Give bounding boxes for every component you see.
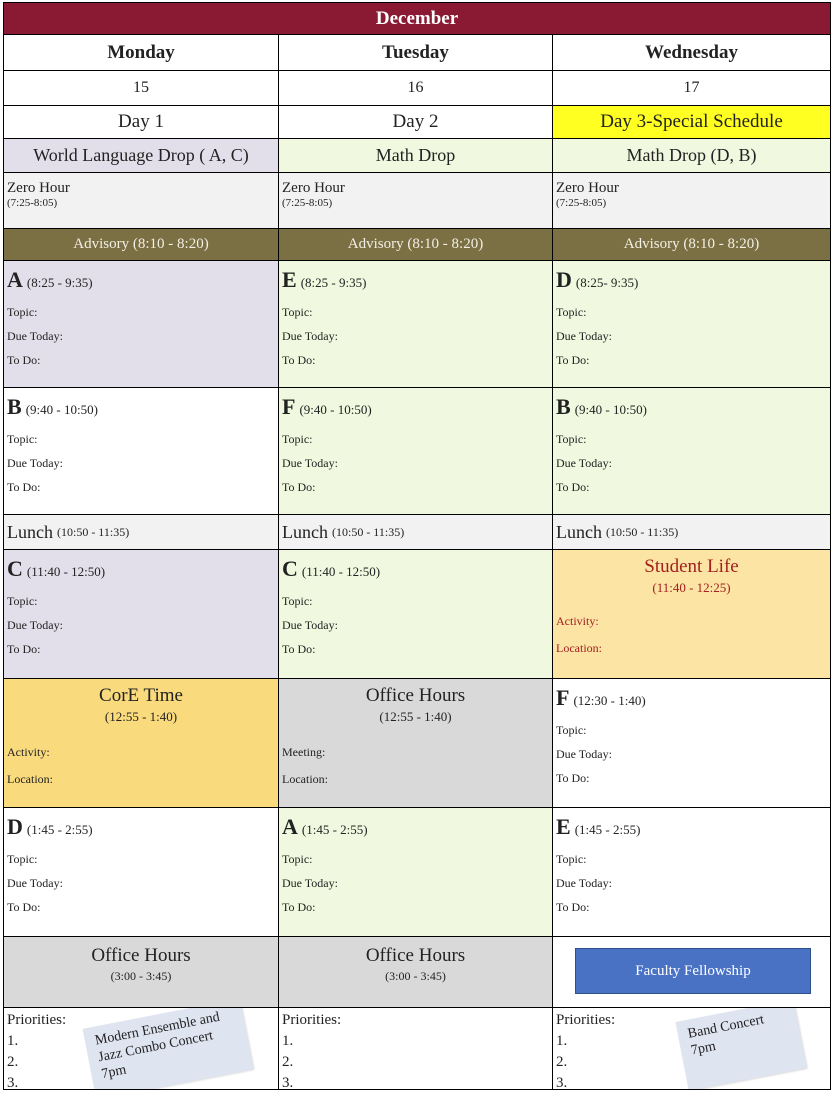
office-hours-monday	[3, 937, 278, 1007]
lunch-label: Lunch	[282, 521, 328, 542]
due-today-field: Due Today:	[556, 747, 612, 761]
topic-field: Topic:	[282, 432, 313, 446]
due-today-field: Due Today:	[7, 456, 63, 470]
todo-field: To Do:	[282, 642, 316, 656]
priority-item: 3.	[7, 1075, 19, 1089]
due-today-field: Due Today:	[556, 876, 612, 890]
topic-field: Topic:	[7, 305, 38, 319]
calendar-sheet	[3, 2, 831, 1090]
priorities-label: Priorities:	[556, 1012, 616, 1028]
priorities-tuesday	[278, 1008, 552, 1089]
todo-field: To Do:	[282, 480, 316, 494]
todo-field: To Do:	[7, 900, 41, 914]
todo-field: To Do:	[7, 642, 41, 656]
zero-hour-time: (7:25-8:05)	[282, 197, 333, 209]
period-tuesday-1	[278, 261, 552, 387]
faculty-fellowship-button[interactable]: Faculty Fellowship	[575, 948, 811, 994]
period-time: (9:40 - 10:50)	[25, 402, 98, 417]
period-time: (8:25 - 9:35)	[300, 275, 367, 290]
topic-field: Topic:	[282, 305, 313, 319]
topic-field: Topic:	[556, 305, 587, 319]
topic-field: Topic:	[556, 723, 587, 737]
period-time: (8:25- 9:35)	[575, 275, 639, 290]
topic-field: Topic:	[7, 432, 38, 446]
due-today-field: Due Today:	[282, 456, 338, 470]
period-monday-5	[3, 808, 278, 936]
priority-item: 3.	[282, 1075, 294, 1089]
todo-field: To Do:	[556, 771, 590, 785]
lunch-time: (10:50 - 11:35)	[56, 524, 130, 539]
drop-wednesday: Math Drop (D, B)	[552, 139, 831, 172]
meeting-field: Meeting:	[282, 745, 326, 759]
student-life-block	[552, 550, 831, 678]
core-time-time: (12:55 - 1:40)	[104, 709, 178, 724]
period-time: (12:30 - 1:40)	[573, 693, 646, 708]
todo-field: To Do:	[282, 900, 316, 914]
date-tuesday: 16	[278, 71, 552, 105]
priority-item: 3.	[556, 1075, 568, 1089]
due-today-field: Due Today:	[556, 329, 612, 343]
period-letter: B	[7, 394, 22, 419]
due-today-field: Due Today:	[282, 329, 338, 343]
topic-field: Topic:	[7, 594, 38, 608]
period-time: (11:40 - 12:50)	[301, 564, 381, 579]
lunch-monday	[3, 515, 278, 549]
core-time-block	[3, 679, 278, 807]
drop-monday: World Language Drop ( A, C)	[3, 139, 278, 172]
topic-field: Topic:	[7, 852, 38, 866]
period-time: (9:40 - 10:50)	[299, 402, 372, 417]
period-wednesday-1	[552, 261, 831, 387]
priority-item: 2.	[556, 1054, 568, 1070]
date-wednesday: 17	[552, 71, 831, 105]
zero-hour-time: (7:25-8:05)	[556, 197, 607, 209]
office-hours-tuesday	[278, 937, 552, 1007]
day-name-tuesday: Tuesday	[278, 35, 552, 70]
zero-hour-label: Zero Hour	[282, 180, 345, 196]
priority-item: 1.	[7, 1033, 19, 1049]
period-letter: D	[556, 267, 572, 292]
advisory-monday: Advisory (8:10 - 8:20)	[3, 229, 278, 260]
lunch-label: Lunch	[556, 521, 602, 542]
priority-item: 1.	[282, 1033, 294, 1049]
student-life-time: (11:40 - 12:25)	[652, 580, 731, 595]
todo-field: To Do:	[7, 353, 41, 367]
due-today-field: Due Today:	[282, 618, 338, 632]
office-hours-time: (3:00 - 3:45)	[385, 969, 446, 983]
period-monday-2	[3, 388, 278, 514]
priorities-label: Priorities:	[282, 1012, 342, 1028]
office-hours-title: Office Hours	[91, 945, 191, 966]
office-hours-time: (3:00 - 3:45)	[110, 969, 172, 983]
faculty-fellowship-cell	[552, 937, 831, 1007]
topic-field: Topic:	[282, 594, 313, 608]
period-letter: F	[556, 685, 570, 710]
period-letter: F	[282, 394, 296, 419]
period-wednesday-2	[552, 388, 831, 514]
period-monday-1	[3, 261, 278, 387]
zero-hour-wednesday	[552, 173, 831, 228]
day-label-monday: Day 1	[3, 106, 278, 138]
period-letter: B	[556, 394, 571, 419]
period-time: (1:45 - 2:55)	[301, 822, 368, 837]
period-letter: C	[282, 556, 298, 581]
month-header: December	[3, 3, 831, 34]
office-hours-title: Office Hours	[365, 945, 466, 966]
advisory-wednesday: Advisory (8:10 - 8:20)	[552, 229, 831, 260]
due-today-field: Due Today:	[282, 876, 338, 890]
due-today-field: Due Today:	[7, 618, 63, 632]
todo-field: To Do:	[556, 353, 590, 367]
lunch-time: (10:50 - 11:35)	[331, 524, 405, 539]
period-tuesday-3	[278, 550, 552, 678]
zero-hour-time: (7:25-8:05)	[7, 197, 58, 209]
period-letter: D	[7, 814, 23, 839]
priorities-wednesday	[552, 1008, 831, 1089]
zero-hour-label: Zero Hour	[556, 180, 619, 196]
period-letter: A	[282, 814, 298, 839]
period-monday-3	[3, 550, 278, 678]
todo-field: To Do:	[7, 480, 41, 494]
due-today-field: Due Today:	[7, 329, 63, 343]
todo-field: To Do:	[282, 353, 316, 367]
period-letter: E	[556, 814, 571, 839]
sticky-note-wednesday[interactable]: Band Concert 7pm	[675, 1008, 806, 1089]
office-hours-block-tuesday	[278, 679, 552, 807]
location-field: Location:	[282, 772, 328, 786]
lunch-wednesday	[552, 515, 831, 549]
day-name-monday: Monday	[3, 35, 278, 70]
due-today-field: Due Today:	[556, 456, 612, 470]
period-time: (11:40 - 12:50)	[26, 564, 106, 579]
day-label-wednesday: Day 3-Special Schedule	[552, 106, 831, 138]
todo-field: To Do:	[556, 900, 590, 914]
priorities-label: Priorities:	[7, 1012, 67, 1028]
lunch-tuesday	[278, 515, 552, 549]
student-life-title: Student Life	[644, 556, 739, 577]
lunch-label: Lunch	[7, 521, 53, 542]
sticky-note-monday[interactable]: Modern Ensemble and Jazz Combo Concert 7pm	[83, 1008, 254, 1089]
zero-hour-monday	[3, 173, 278, 228]
period-wednesday-f	[552, 679, 831, 807]
drop-tuesday: Math Drop	[278, 139, 552, 172]
location-field: Location:	[556, 641, 602, 655]
period-letter: C	[7, 556, 23, 581]
period-time: (1:45 - 2:55)	[574, 822, 641, 837]
due-today-field: Due Today:	[7, 876, 63, 890]
office-hours-title: Office Hours	[365, 685, 466, 706]
location-field: Location:	[7, 772, 53, 786]
period-time: (1:45 - 2:55)	[26, 822, 93, 837]
advisory-tuesday: Advisory (8:10 - 8:20)	[278, 229, 552, 260]
period-time: (9:40 - 10:50)	[574, 402, 647, 417]
topic-field: Topic:	[556, 432, 587, 446]
priority-item: 2.	[282, 1054, 294, 1070]
activity-field: Activity:	[556, 614, 599, 628]
lunch-time: (10:50 - 11:35)	[605, 524, 679, 539]
day-label-tuesday: Day 2	[278, 106, 552, 138]
zero-hour-label: Zero Hour	[7, 180, 70, 196]
zero-hour-tuesday	[278, 173, 552, 228]
day-name-wednesday: Wednesday	[552, 35, 831, 70]
office-hours-time: (12:55 - 1:40)	[379, 709, 452, 724]
period-letter: A	[7, 267, 23, 292]
priorities-monday	[3, 1008, 278, 1089]
activity-field: Activity:	[7, 745, 50, 759]
date-monday: 15	[3, 71, 278, 105]
period-tuesday-2	[278, 388, 552, 514]
period-letter: E	[282, 267, 297, 292]
todo-field: To Do:	[556, 480, 590, 494]
topic-field: Topic:	[282, 852, 313, 866]
priority-item: 1.	[556, 1033, 568, 1049]
period-tuesday-5	[278, 808, 552, 936]
period-time: (8:25 - 9:35)	[26, 275, 93, 290]
topic-field: Topic:	[556, 852, 587, 866]
priority-item: 2.	[7, 1054, 19, 1070]
period-wednesday-5	[552, 808, 831, 936]
core-time-title: CorE Time	[99, 685, 183, 706]
